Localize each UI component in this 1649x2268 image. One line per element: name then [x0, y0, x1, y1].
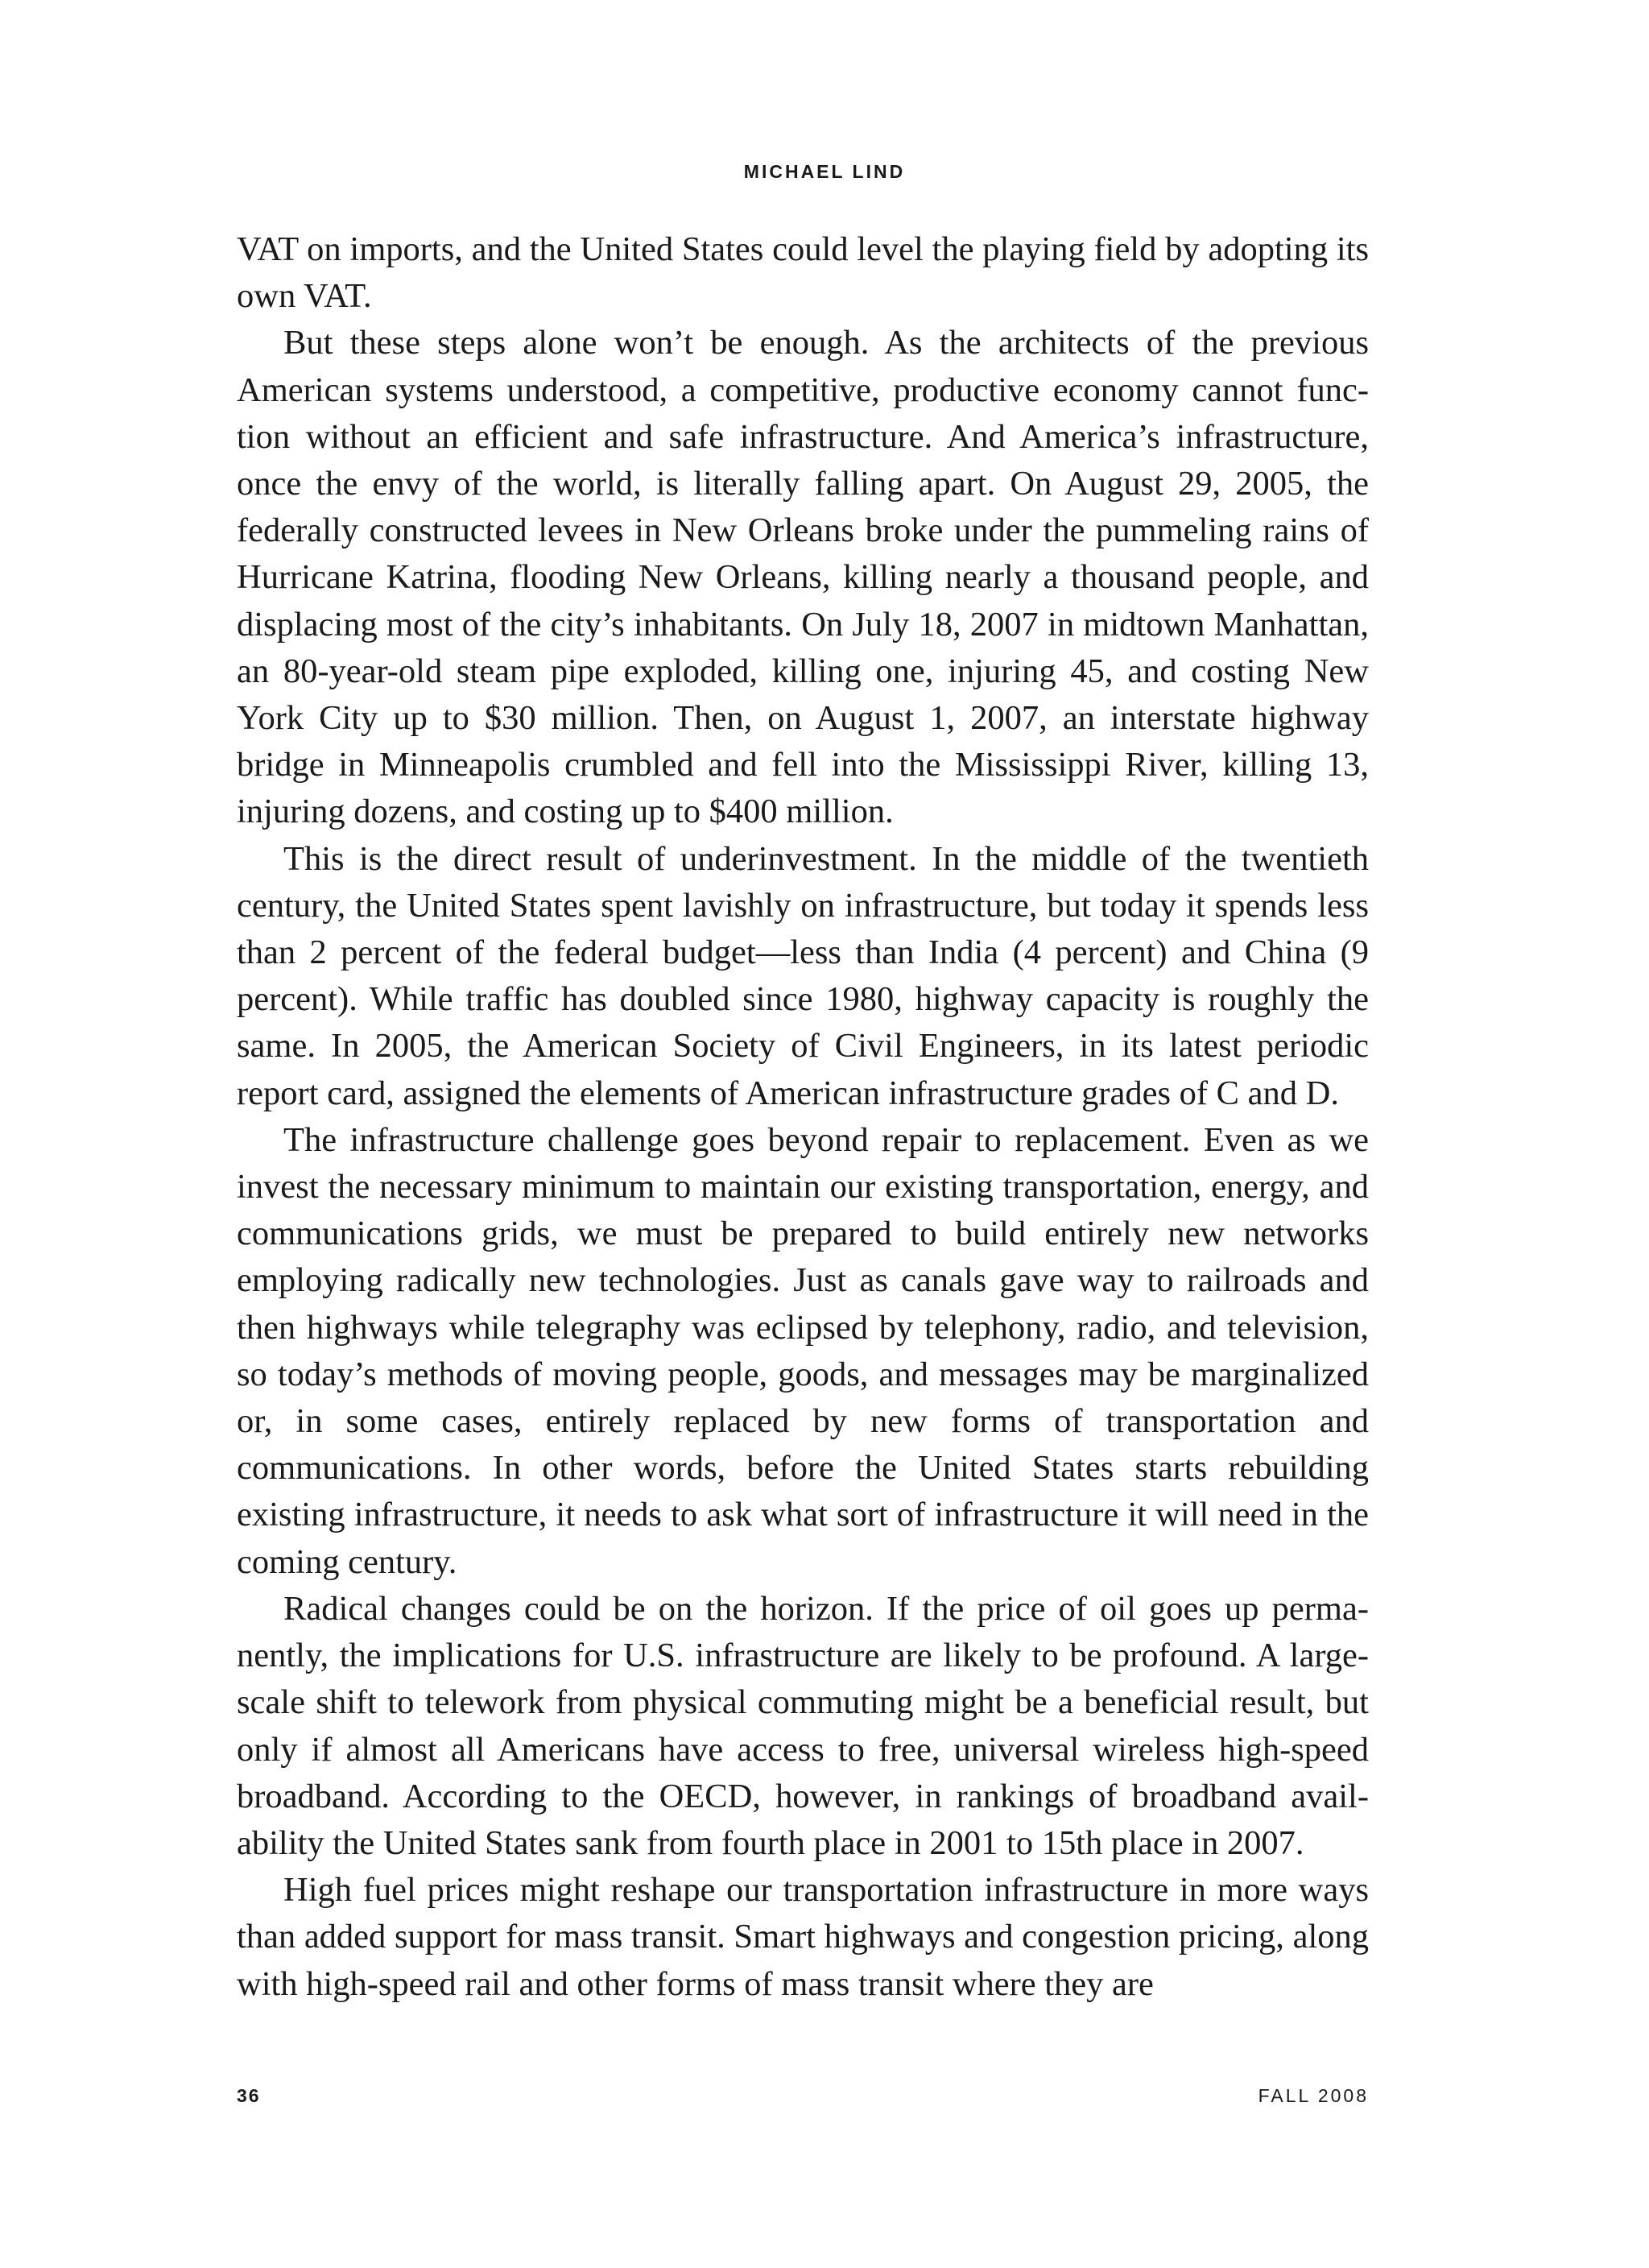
article-body [237, 226, 1369, 2008]
paragraph-radical-changes: Radical changes could be on the horizon. If the price of oil goes up permanently, the implications for U.S. infrastructure are likely to be profound. A large-scale shift to telework from physical commuting might be a beneficial result, but only if almost all Americans have access to free, universal wireless high-speed broadband. According to the OECD, however, in rankings of broadband availability the United States sank from fourth place in 2001 to 15th place in 2007. [237, 1589, 1369, 1862]
paragraph-fuel-prices: High fuel prices might reshape our transportation infrastructure in more ways than added support for mass transit. Smart highways and congestion pricing, along with high-speed rail and other forms of mass transit where they are [237, 1871, 1369, 2003]
paragraph-continued: VAT on imports, and the United States could level the playing field by adopting its own VAT. [237, 230, 1369, 316]
paragraph-infrastructure: But these steps alone won’t be enough. As the architects of the previous American systems understood, a competitive, productive economy cannot function without an efficient and safe infrastructure. And America’s infrastructure, once the envy of the world, is literally falling apart. On August 29, 2005, the federally constructed levees in New Orleans broke under the pummeling rains of Hurricane Katrina, flooding New Orleans, killing nearly a thousand people, and displacing most of the city’s inhabitants. On July 18, 2007 in midtown Manhattan, an 80-year-old steam pipe exploded, killing one, injuring 45, and costing New York City up to $30 million. Then, on August 1, 2007, an interstate highway bridge in Minneapolis crumbled and fell into the Mississippi River, killing 13, injuring dozens, and costing up to $400 million. [237, 324, 1369, 831]
issue-label: FALL 2008 [1258, 2085, 1369, 2106]
paragraph-replacement: The infrastructure challenge goes beyond repair to replacement. Even as we invest the necessary minimum to maintain our existing transportation, energy, and communications grids, we must be prepared to build entirely new networks employing radically new technologies. Just as canals gave way to railroads and then highways while telegraphy was eclipsed by telephony, radio, and television, so today’s methods of moving people, goods, and messages may be marginalized or, in some cases, entirely replaced by new forms of transportation and communications. In other words, before the United States starts rebuilding existing infrastructure, it needs to ask what sort of infrastructure it will need in the coming century. [237, 1120, 1369, 1581]
running-head-author: MICHAEL LIND [743, 161, 906, 182]
page-number: 36 [237, 2085, 261, 2106]
paragraph-underinvestment: This is the direct result of underinvestment. In the middle of the twentieth century, the United States spent lavishly on infrastructure, but today it spends less than 2 percent of the federal budget—less than India (4 percent) and China (9 percent). While traffic has doubled since 1980, highway capacity is roughly the same. In 2005, the American Society of Civil Engineers, in its latest periodic report card, assigned the elements of American infrastructure grades of C and D. [237, 839, 1369, 1112]
